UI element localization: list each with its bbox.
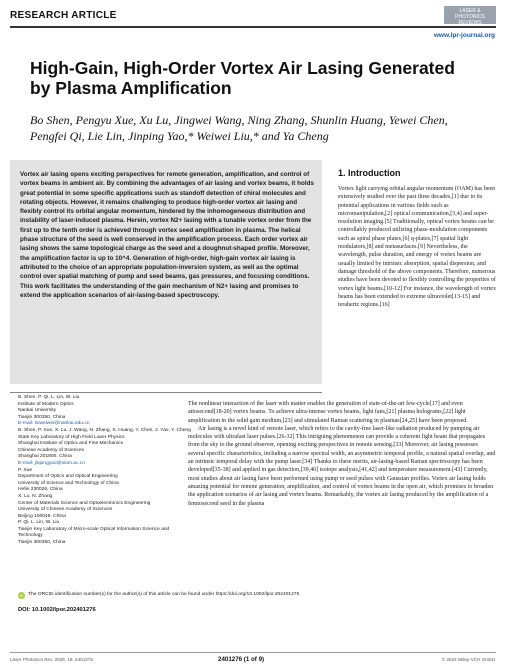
intro-paragraph: Vortex light carrying orbital angular momentum (OAM) has been extensively studied over the past three decades,[1] due to its potential applications in various fields such as micromanipulation,[2] optical communication,[3,4] and super-resolution imaging.[5] Traditionally, optical vortex beams can be controllably produced utilizing phase-modulation components such as spiral phase plates,[6] q-plates,[7] spatial light modulators,[8] and metasurfaces.[9] Nevertheless, the wavelength, pulse duration, and energy of vortex beams are usually limited by intrinsic absorption, spatial dispersion, and damage threshold of the above components. Therefore, numerous studies have been devoted to flexibly controlling the properties of vortex light beams.[10-12] For instance, the wavelength of vortex beams has been extended to extreme ultraviolet[13-15] and terahertz regions.[16] bbox=[338, 186, 496, 309]
affiliation-line[interactable]: E-mail: jinpingyao@siom.ac.cn bbox=[18, 460, 85, 466]
affiliation-line: Technology bbox=[18, 533, 43, 539]
affiliation-line: Tianjin Key Laboratory of Micro-scale Optical Information Science and bbox=[18, 526, 170, 532]
footer-citation: Laser Photonics Rev. 2025, 19, 2401276 bbox=[10, 657, 93, 662]
header-divider bbox=[10, 26, 496, 28]
author-list: Bo Shen, Pengyu Xue, Xu Lu, Jingwei Wang, Ning Zhang, Shunlin Huang, Yewei Chen, Pengfei Qi, Lie Lin, Jinping Yao,* Weiwei Liu,* and Ya Cheng bbox=[30, 113, 448, 143]
affiliation-line: Shanghai 201800, China bbox=[18, 454, 72, 460]
doi-label[interactable]: DOI: 10.1002/lpor.202401276 bbox=[18, 607, 96, 613]
affiliation-line: Center of Materials Science and Optoelectronics Engineering bbox=[18, 500, 151, 506]
intro-paragraph: The nonlinear interaction of the laser with matter enables the generation of state-of-the-art few-cycle[17] and even attosecond[18-20] vortex beams. To achieve ultra-intense vortex beams, light fans,[21] plasma holograms,[22] light amplification in the solid gain medium,[23] and stimulated Raman scattering in plasmas[24,25] have been proposed. bbox=[188, 401, 468, 424]
footer-copyright: © 2024 Wiley-VCH GmbH bbox=[441, 657, 495, 662]
affiliation-line: B. Shen, P. Xue, X. Lu, J. Wang, N. Zhang, S. Huang, Y. Chen, J. Yao, Y. Cheng bbox=[18, 427, 191, 433]
introduction-wide-text bbox=[188, 400, 496, 508]
affiliation-line: X. Lu, N. Zhang bbox=[18, 493, 53, 499]
affiliation-line: P. Xue bbox=[18, 467, 33, 473]
paper-title: High-Gain, High-Order Vortex Air Lasing Generated by Plasma Amplification bbox=[30, 58, 455, 98]
footer-divider bbox=[10, 652, 496, 653]
orcid-note bbox=[18, 592, 318, 599]
affiliation-divider bbox=[10, 392, 322, 393]
page-number: 2401276 (1 of 9) bbox=[218, 656, 265, 663]
affiliation-line: Hefei 230026, China bbox=[18, 487, 63, 493]
affiliation-line: Tianjin 300350, China bbox=[18, 540, 66, 546]
journal-url-link[interactable]: www.lpr-journal.org bbox=[433, 32, 495, 39]
affiliation-line: Nankai University bbox=[18, 408, 57, 414]
abstract-text: Vortex air lasing opens exciting perspectives for remote generation, amplification, and control of vortex beams in ambient air. By combining the advantages of air lasing and vortex beams, it holds great potential in some specific applications such as standoff detection of chiral molecules and rotating objects. However, it remains challenging to produce high-order vortex air lasing and flexibly control its orbital angular momentum, hindered by the inhomogeneous distribution and instability of laser-induced plasma. Herein, vortex N2+ lasing with a tunable vortex order from the first up to the tenth order is achieved through vortex seed amplification in plasma. The helical phase structure of the seed is well conserved in the amplification process. Each order vortex air lasing shows the same topological charge as the seed and a doughnut-shaped profile. Moreover, the amplification factor is up to 10^4. Generation of high-order, high-gain vortex air lasing is attributed to the choice of an appropriate population-inversion system, as well as the optimal control over spatial matching of pump and seed beams, gas pressures, and focusing conditions. This work facilitates the understanding of the gain mechanism of N2+ lasing and promises to extend the application scenarios of air-lasing-based spectroscopy. bbox=[20, 171, 314, 299]
affiliation-line: Institute of Modern Optics bbox=[18, 401, 74, 407]
introduction-column-text bbox=[338, 185, 496, 309]
intro-paragraph: Air lasing is a novel kind of remote laser, which refers to the cavity-free laser-like radiation produced by pumping air molecules with ultrafast laser pulses.[26-32] This intriguing phenomenon can provide a coherent light beam that propagates from the sky to the ground observer, opening exciting perspectives in remote sensing.[33] Moreover, air lasing possesses several specific characteristics, including a narrow spectral width, an asymmetric temporal profile, a natural spatial overlap, and an intrinsic temporal delay with the pump laser.[34] Thanks to these merits, air-lasing-based Raman spectroscopy has been developed[35-38] and applied in gas detection,[39,40] isotope analysis,[41,42] and temperature measurement.[43] Currently, most studies about air lasing have been performed using pump or seed pulses with Gaussian profiles. Vortex air lasing holds amazing potential for remote generation, amplification, and control of vortex beams in the open air, which promises to broaden the application scenarios of air lasing and vortex beams. Remarkably, the vortex air lasing produced by the amplification of a femtosecond seed in the plasma bbox=[188, 425, 496, 507]
affiliation-line: Chinese Academy of Sciences bbox=[18, 447, 85, 453]
affiliation-line: State Key Laboratory of High Field Laser Physics bbox=[18, 434, 125, 440]
section-heading-introduction: 1. Introduction bbox=[338, 168, 401, 178]
journal-logo: LASER & PHOTONICS REVIEWS bbox=[444, 6, 496, 24]
affiliation-line: Department of Optics and Optical Engineering bbox=[18, 474, 118, 480]
orcid-icon[interactable]: iD bbox=[19, 593, 24, 598]
affiliation-line: Shanghai Institute of Optics and Fine Mechanics bbox=[18, 441, 123, 447]
affiliation-line: P. Qi, L. Lin, W. Liu bbox=[18, 520, 60, 526]
orcid-note-text[interactable]: The ORCID identification number(s) for the author(s) of this article can be found under https://doi.org/10.1002/lpor.202401276 bbox=[28, 592, 300, 597]
affiliation-line: Tianjin 300350, China bbox=[18, 414, 66, 420]
affiliation-line[interactable]: E-mail: liuweiwei@nankai.edu.cn bbox=[18, 421, 90, 427]
affiliation-line: University of Chinese Academy of Sciences bbox=[18, 507, 113, 513]
article-type-label: RESEARCH ARTICLE bbox=[10, 10, 117, 21]
affiliation-line: Beijing 100049, China bbox=[18, 513, 66, 519]
affiliation-line: University of Science and Technology of China bbox=[18, 480, 119, 486]
affiliation-line: B. Shen, P. Qi, L. Lin, W. Liu bbox=[18, 395, 80, 400]
